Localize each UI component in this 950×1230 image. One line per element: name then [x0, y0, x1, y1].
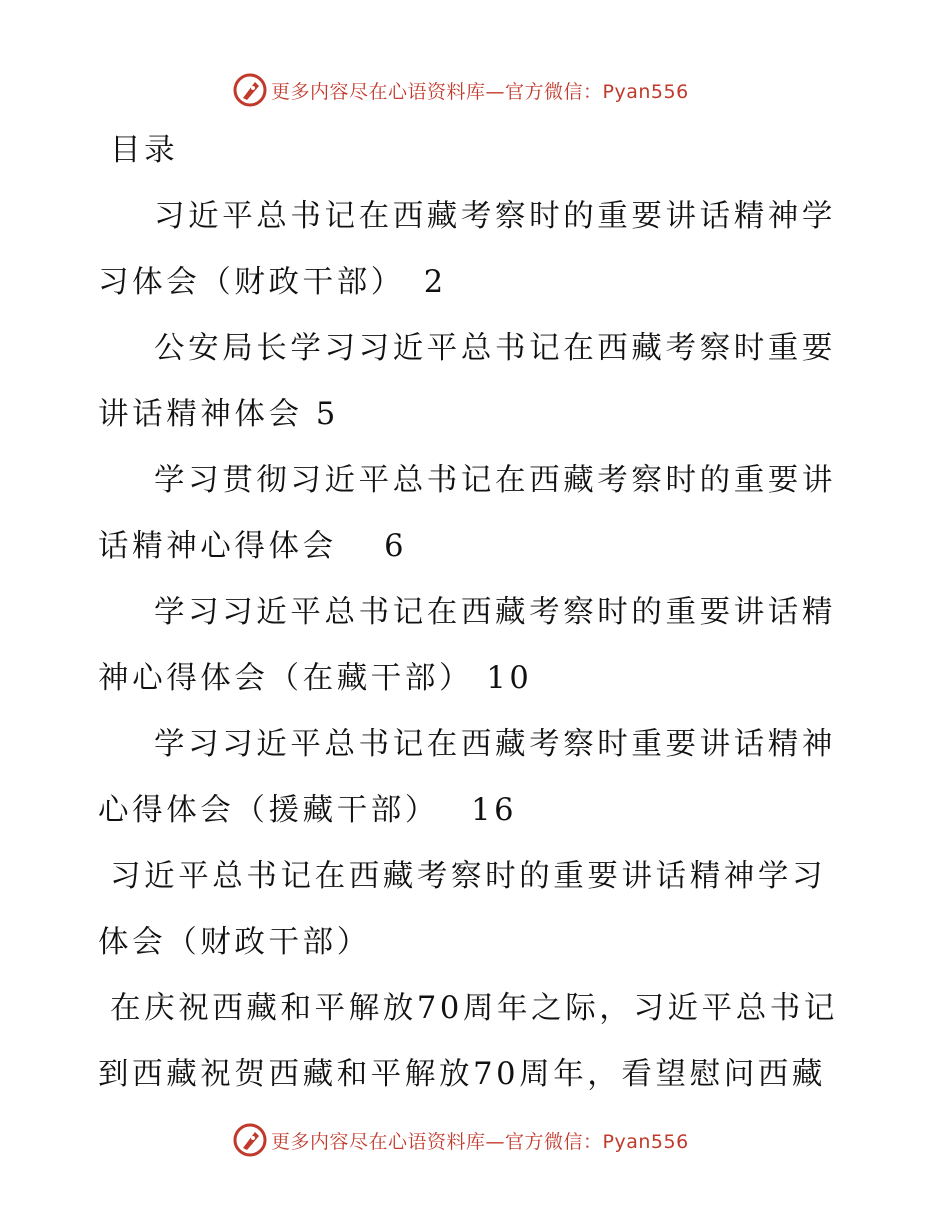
pen-nib-logo-icon — [233, 73, 267, 107]
watermark-text: 更多内容尽在心语资料库—官方微信：Pyan556 — [271, 1130, 689, 1153]
body-paragraph-line-1: 在庆祝西藏和平解放70周年之际，习近平总书记 — [110, 991, 839, 1026]
toc-entry-5-line-2: 心得体会（援藏干部） 16 — [98, 793, 518, 828]
toc-entry-4-line-2: 神心得体会（在藏干部） 10 — [98, 661, 533, 696]
document-body — [98, 118, 840, 1108]
toc-entry-2-line-2: 讲话精神体会 5 — [98, 397, 339, 432]
toc-entry-4-line-1: 学习习近平总书记在西藏考察时的重要讲话精 — [154, 595, 836, 630]
toc-entry-1-line-2: 习体会（财政干部） 2 — [98, 265, 447, 300]
section-title-line-1: 习近平总书记在西藏考察时的重要讲话精神学习 — [110, 859, 827, 894]
section-title-line-2: 体会（财政干部） — [98, 925, 371, 960]
toc-entry-3-line-2: 话精神心得体会 6 — [98, 529, 408, 564]
toc-entry-2-line-1: 公安局长学习习近平总书记在西藏考察时重要 — [154, 331, 836, 366]
header-watermark-banner — [233, 72, 689, 108]
toc-entry-5-line-1: 学习习近平总书记在西藏考察时重要讲话精神 — [154, 727, 836, 762]
toc-heading: 目录 — [110, 133, 179, 168]
toc-entry-3-line-1: 学习贯彻习近平总书记在西藏考察时的重要讲 — [154, 463, 836, 498]
pen-nib-logo-icon — [233, 1123, 267, 1157]
body-paragraph-line-2: 到西藏祝贺西藏和平解放70周年，看望慰问西藏 — [98, 1057, 827, 1092]
footer-watermark-banner — [233, 1122, 689, 1158]
toc-entry-1-line-1: 习近平总书记在西藏考察时的重要讲话精神学 — [154, 199, 836, 234]
watermark-text: 更多内容尽在心语资料库—官方微信：Pyan556 — [271, 80, 689, 103]
